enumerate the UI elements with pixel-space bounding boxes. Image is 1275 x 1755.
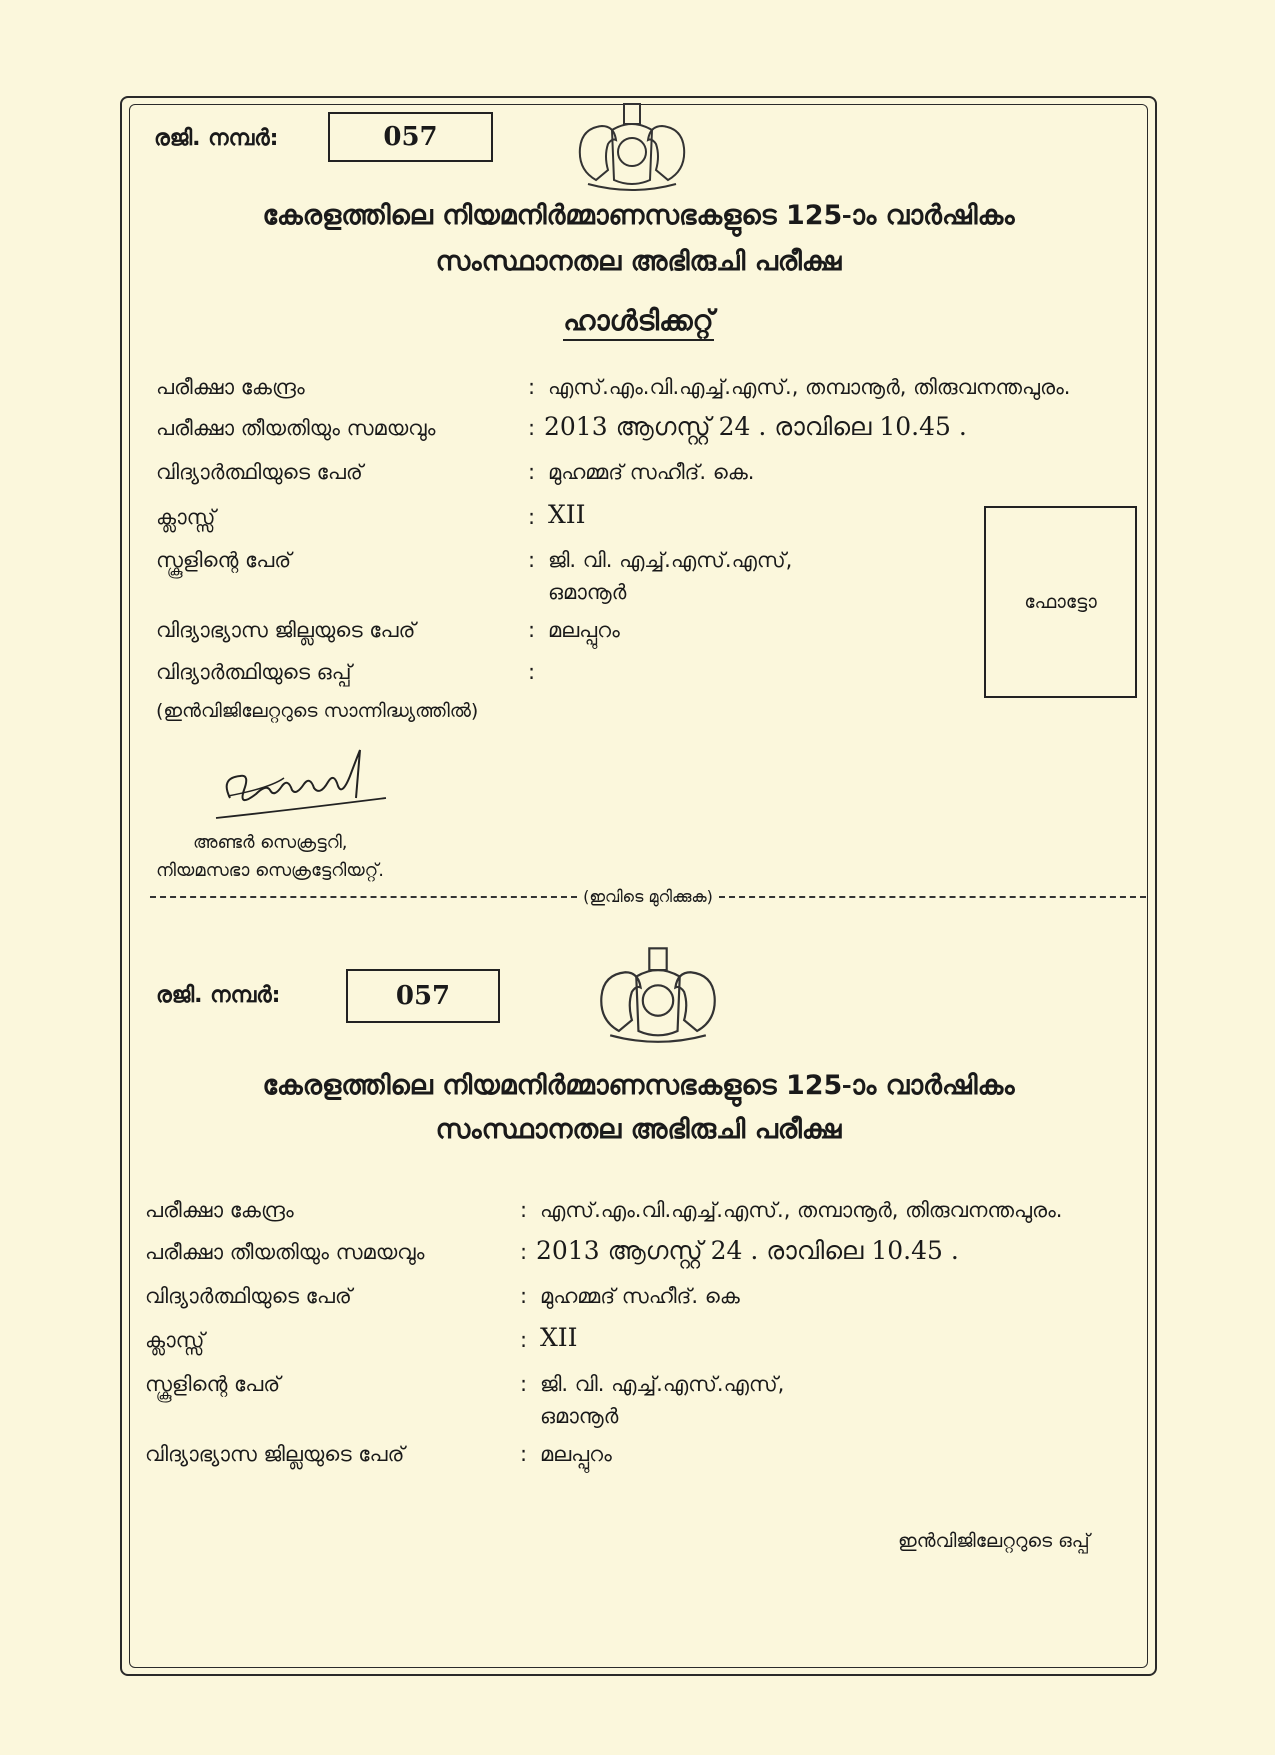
colon: :: [520, 1240, 528, 1264]
photo-box: [984, 506, 1137, 698]
heading-line-1: കേരളത്തിലെ നിയമനിർമ്മാണസഭകളുടെ 125-ാം വാർഷികം: [262, 200, 1015, 231]
heading-line-1: കേരളത്തിലെ നിയമനിർമ്മാണസഭകളുടെ 125-ാം വാർഷികം: [262, 1070, 1015, 1101]
student-signature-label: വിദ്യാർത്ഥിയുടെ ഒപ്പ്: [156, 660, 352, 684]
reg-number-box: 057: [346, 969, 500, 1023]
colon: :: [528, 416, 536, 440]
kerala-emblem-icon: [568, 100, 696, 192]
colon: :: [520, 1328, 528, 1352]
heading-line-2: സംസ്ഥാനതല അഭിരുചി പരീക്ഷ: [435, 246, 842, 277]
exam-date-label: പരീക്ഷാ തീയതിയും സമയവും: [156, 416, 436, 440]
school-name-label: സ്കൂളിന്റെ പേര്: [156, 548, 292, 572]
exam-centre-value: എസ്.എം.വി.എച്ച്.എസ്., തമ്പാനൂർ, തിരുവനന്തപുരം.: [548, 375, 1071, 399]
hall-ticket-title-text: ഹാൾടിക്കറ്റ്: [563, 304, 713, 341]
student-name-value: മുഹമ്മദ് സഹീദ്. കെ.: [548, 460, 755, 484]
school-place-value: ഒമാനൂർ: [548, 580, 627, 604]
reg-number-label: രജി. നമ്പർ:: [156, 983, 281, 1008]
colon: :: [528, 505, 536, 529]
class-label: ക്ലാസ്സ്: [156, 505, 216, 529]
signatory-title-2: നിയമസഭാ സെക്രട്ടേറിയറ്റ്.: [156, 860, 384, 881]
class-value: XII: [548, 500, 586, 529]
colon: :: [520, 1442, 528, 1466]
dashed-line: [150, 896, 577, 898]
class-label: ക്ലാസ്സ്: [145, 1328, 205, 1352]
colon: :: [520, 1198, 528, 1222]
heading-line-2: സംസ്ഥാനതല അഭിരുചി പരീക്ഷ: [435, 1114, 842, 1145]
reg-number-label: രജി. നമ്പർ:: [154, 126, 279, 151]
signature-icon: [210, 738, 400, 828]
photo-label: ഫോട്ടോ: [1024, 591, 1097, 613]
invigilator-signature-label: ഇൻവിജിലേറ്ററുടെ ഒപ്പ്: [898, 1530, 1090, 1552]
exam-date-label: പരീക്ഷാ തീയതിയും സമയവും: [145, 1240, 425, 1264]
cut-line: [150, 887, 1146, 907]
school-place-value: ഒമാനൂർ: [540, 1404, 619, 1428]
cut-here-label: (ഇവിടെ മുറിക്കുക): [583, 887, 713, 906]
colon: :: [520, 1372, 528, 1396]
kerala-emblem-icon: [588, 944, 728, 1044]
colon: :: [520, 1284, 528, 1308]
invigilator-presence-note: (ഇൻവിജിലേറ്ററുടെ സാന്നിദ്ധ്യത്തിൽ): [156, 700, 479, 722]
hall-ticket-title: [129, 304, 1148, 338]
district-value: മലപ്പുറം: [548, 618, 620, 642]
exam-centre-label: പരീക്ഷാ കേന്ദ്രം: [145, 1198, 294, 1222]
exam-centre-value: എസ്.എം.വി.എച്ച്.എസ്., തമ്പാനൂർ, തിരുവനന്തപുരം.: [540, 1198, 1063, 1222]
district-value: മലപ്പുറം: [540, 1442, 612, 1466]
school-name-value: ജി. വി. എച്ച്.എസ്.എസ്,: [540, 1372, 785, 1396]
student-name-label: വിദ്യാർത്ഥിയുടെ പേര്: [156, 460, 363, 484]
colon: :: [528, 548, 536, 572]
student-name-value: മുഹമ്മദ് സഹീദ്. കെ: [540, 1284, 740, 1308]
colon: :: [528, 660, 536, 684]
student-name-label: വിദ്യാർത്ഥിയുടെ പേര്: [145, 1284, 352, 1308]
reg-number-box: 057: [328, 112, 493, 162]
exam-centre-label: പരീക്ഷാ കേന്ദ്രം: [156, 375, 305, 399]
exam-date-value: 2013 ആഗസ്റ്റ് 24 . രാവിലെ 10.45 .: [536, 1236, 959, 1265]
class-value: XII: [540, 1323, 578, 1352]
dashed-line: [719, 896, 1146, 898]
colon: :: [528, 375, 536, 399]
colon: :: [528, 460, 536, 484]
exam-date-value: 2013 ആഗസ്റ്റ് 24 . രാവിലെ 10.45 .: [544, 412, 967, 441]
colon: :: [528, 618, 536, 642]
district-label: വിദ്യാഭ്യാസ ജില്ലയുടെ പേര്: [156, 618, 416, 642]
school-name-value: ജി. വി. എച്ച്.എസ്.എസ്,: [548, 548, 793, 572]
signatory-title-1: അണ്ടർ സെക്രട്ടറി,: [193, 832, 348, 853]
school-name-label: സ്കൂളിന്റെ പേര്: [145, 1372, 281, 1396]
district-label: വിദ്യാഭ്യാസ ജില്ലയുടെ പേര്: [145, 1442, 405, 1466]
